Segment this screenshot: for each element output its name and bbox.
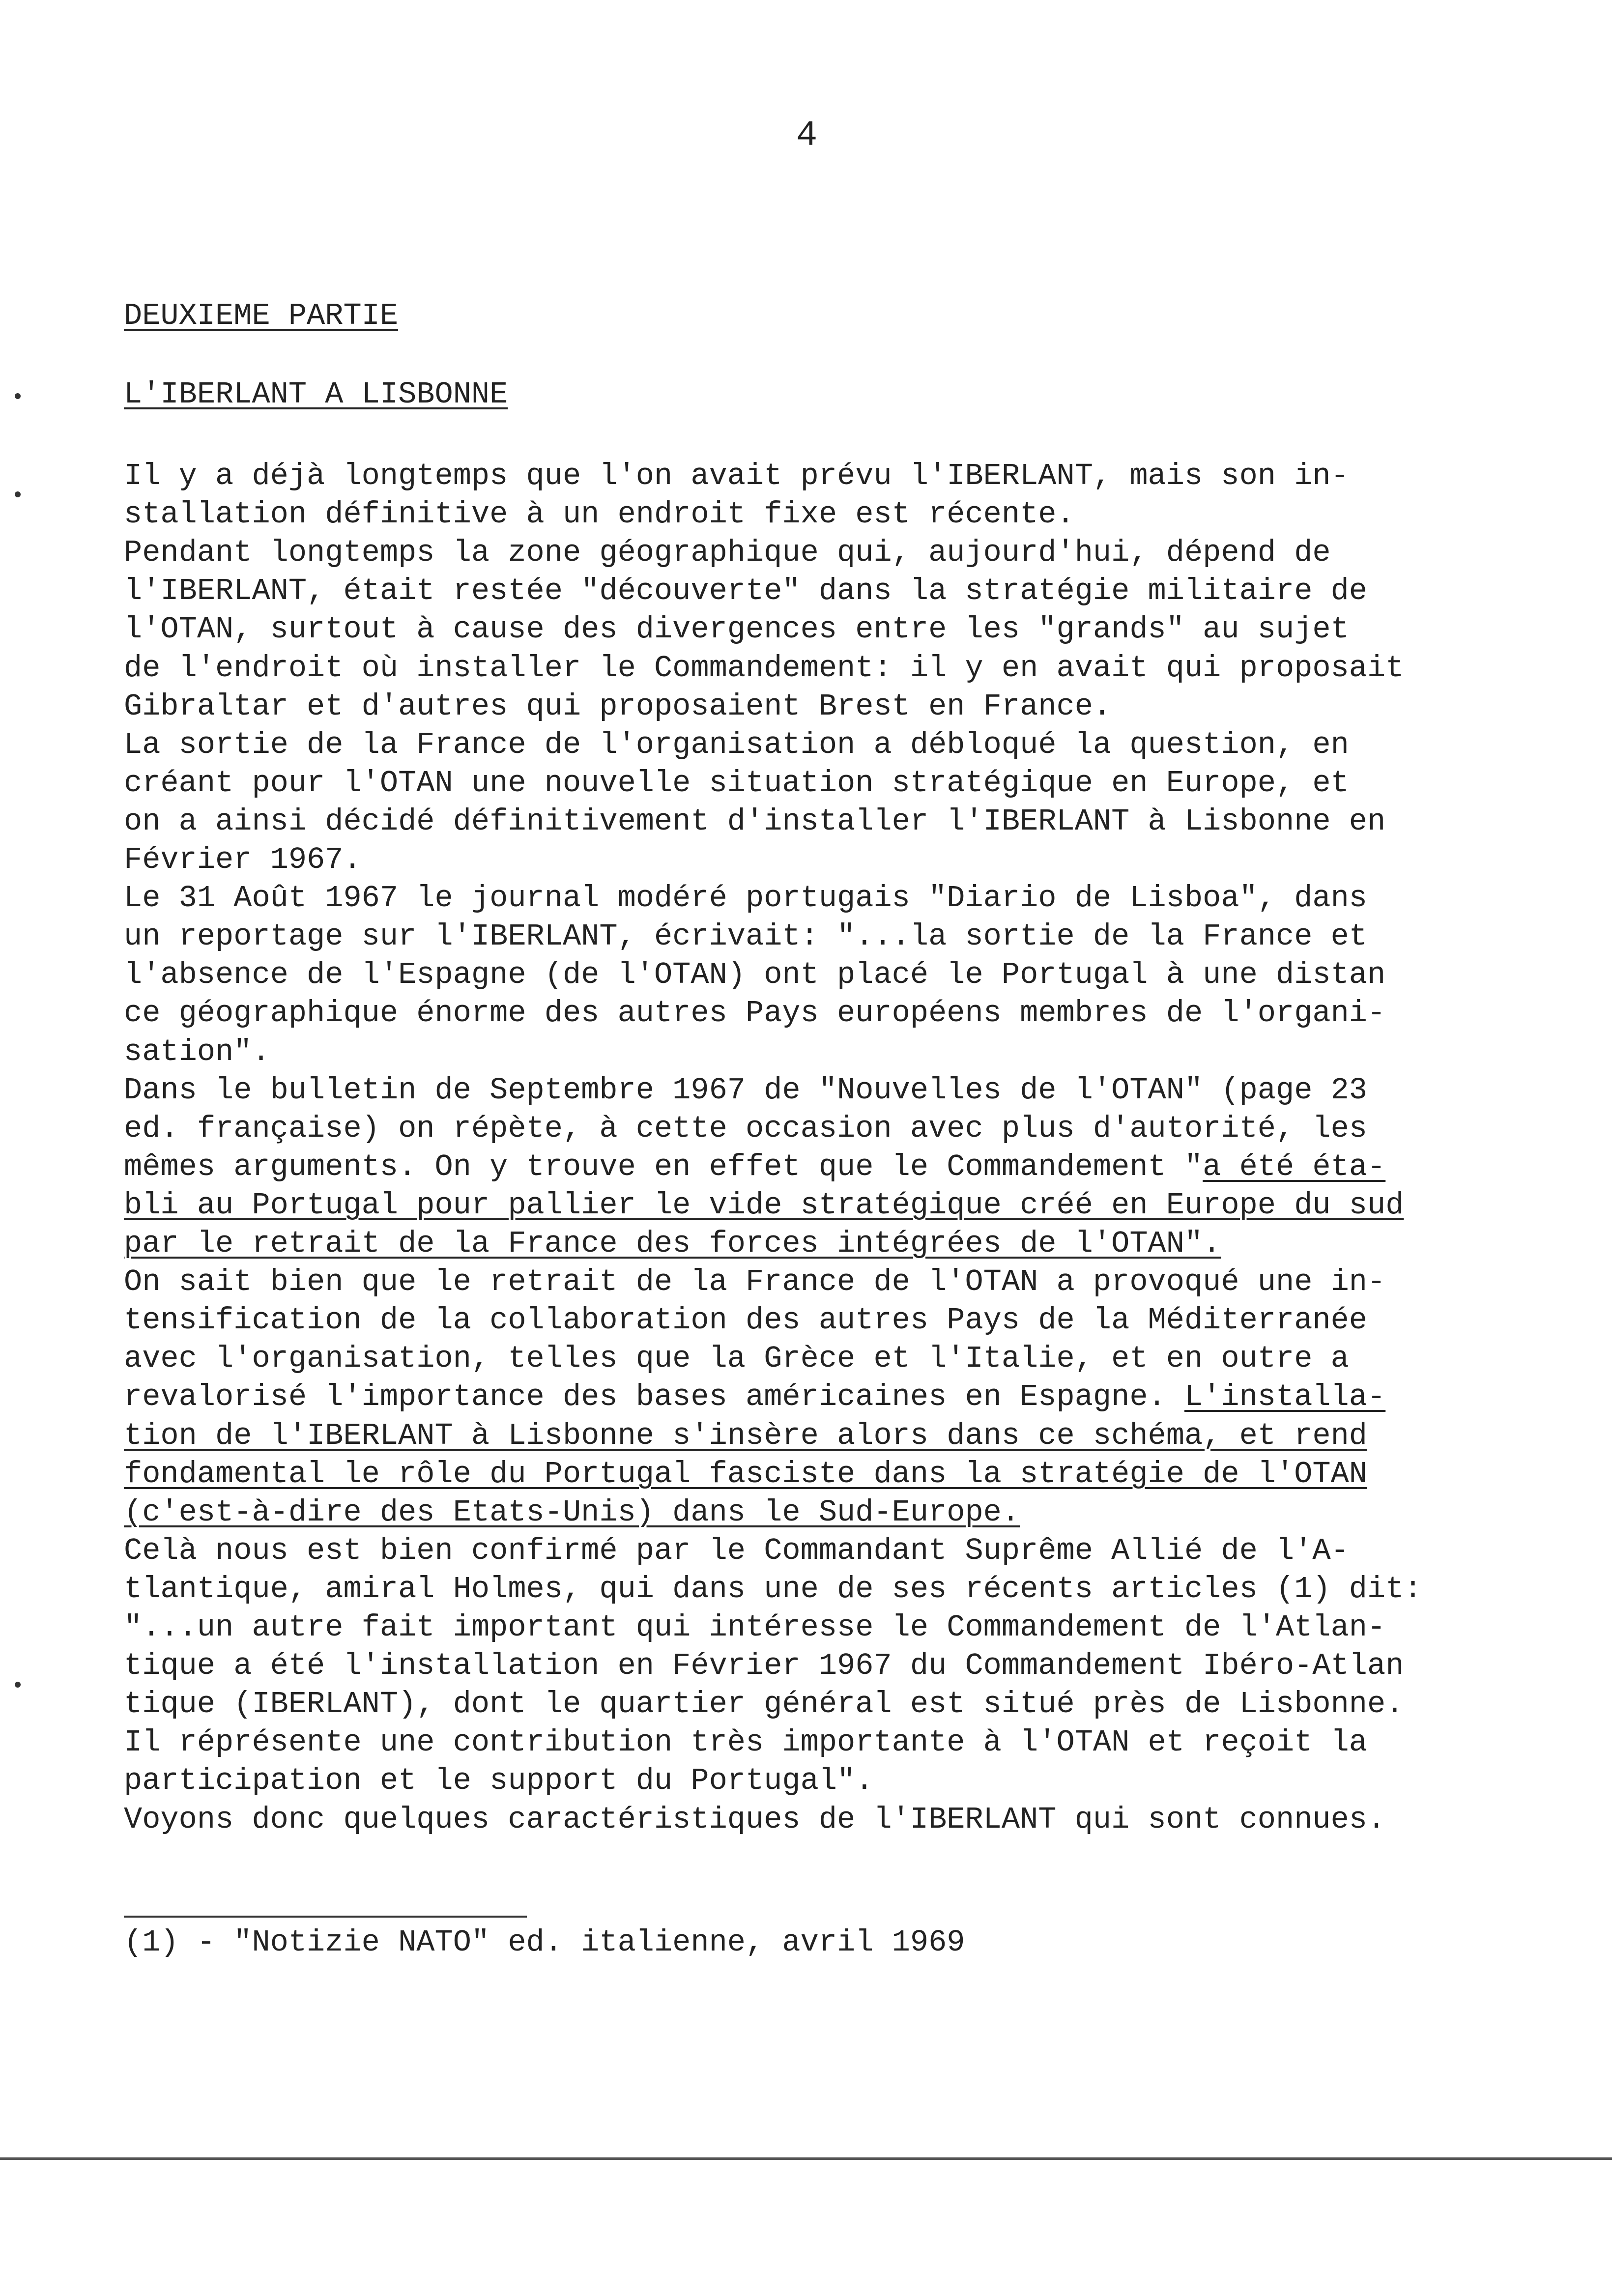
underlined-text: L'installa- [1184,1379,1386,1414]
text-segment: Celà nous est bien confirmé par le Commandant Suprême Allié de l'A- [124,1533,1349,1568]
text-line [124,727,1349,762]
text-line [124,1574,1422,1605]
text-segment: un reportage sur l'IBERLANT, écrivait: "...la sortie de la France et [124,919,1368,954]
text-line [124,1497,1020,1528]
text-line [124,1612,1385,1643]
text-segment: stallation définitive à un endroit fixe est récente. [124,497,1075,532]
text-line [124,653,1404,684]
text-segment: tique (IBERLANT), dont le quartier général est situé près de Lisbonne. [124,1687,1404,1722]
text-segment: On sait bien que le retrait de la France de l'OTAN a provoqué une in- [124,1264,1386,1299]
section-heading: DEUXIEME PARTIE [124,298,399,333]
text-segment: ed. française) on répète, à cette occasion avec plus d'autorité, les [124,1111,1368,1146]
text-segment: mêmes arguments. On y trouve en effet que le Commandement " [124,1149,1203,1184]
underlined-text: par le retrait de la France des forces intégrées de l'OTAN". [124,1226,1221,1261]
text-line [124,883,1367,914]
text-line [124,461,1349,491]
page-bottom-rule [0,2157,1612,2160]
text-line [124,1379,1386,1414]
text-segment: Il y a déjà longtemps que l'on avait prévu l'IBERLANT, mais son in- [124,459,1349,493]
underlined-text: bli au Portugal pour pallier le vide stratégique créé en Europe du sud [124,1188,1404,1223]
text-line [124,614,1349,645]
text-line [124,1264,1386,1299]
text-line [124,842,362,877]
footnote: (1) - "Notizie NATO" ed. italienne, avril 1969 [124,1925,965,1960]
text-line [124,998,1385,1029]
text-segment: La sortie de la France de l'organisation a débloqué la question, en [124,727,1349,762]
text-line [124,1533,1349,1568]
text-segment: de l'endroit où installer le Commandement: il y en avait qui proposait [124,651,1404,686]
text-segment: sation". [124,1034,270,1069]
text-line [124,1648,1404,1683]
margin-mark [15,491,21,497]
text-line [124,691,1111,722]
text-line [124,806,1385,837]
underlined-text: (c'est-à-dire des Etats-Unis) dans le Sud-Europe. [124,1495,1020,1530]
underlined-text: tion de l'IBERLANT à Lisbonne s'insère alors dans ce schéma, et rend [124,1418,1368,1453]
text-line [124,1341,1349,1376]
underlined-text: fondamental le rôle du Portugal fasciste dans la stratégie de l'OTAN [124,1457,1368,1492]
text-segment: Il réprésente une contribution très importante à l'OTAN et reçoit la [124,1725,1368,1760]
text-segment: Dans le bulletin de Septembre 1967 de "Nouvelles de l'OTAN" (page 23 [124,1073,1368,1108]
text-segment: Février 1967. [124,842,362,877]
text-line [124,1075,1367,1106]
text-line [124,576,1367,606]
text-segment: créant pour l'OTAN une nouvelle situation stratégique en Europe, et [124,766,1349,801]
text-line [124,499,1075,530]
text-segment: l'IBERLANT, était restée "découverte" dans la stratégie militaire de [124,574,1368,608]
text-segment: revalorisé l'importance des bases américaines en Espagne. [124,1379,1184,1414]
text-segment: ce géographique énorme des autres Pays européens membres de l'organi- [124,996,1386,1031]
page-number: 4 [796,115,818,156]
text-line [124,1226,1221,1261]
text-line [124,1305,1367,1336]
text-line [124,1802,1386,1837]
text-line [124,921,1367,952]
footnote-divider [124,1916,527,1918]
text-segment: tensification de la collaboration des autres Pays de la Méditerranée [124,1303,1368,1338]
text-segment: Pendant longtemps la zone géographique qui, aujourd'hui, dépend de [124,535,1331,570]
text-line [124,957,1386,992]
text-segment: l'OTAN, surtout à cause des divergences entre les "grands" au sujet [124,612,1349,647]
section-title: L'IBERLANT A LISBONNE [124,377,508,412]
underlined-text: a été éta- [1203,1149,1386,1184]
text-segment: tlantique, amiral Holmes, qui dans une de ses récents articles (1) dit: [124,1572,1422,1607]
text-line [124,535,1331,570]
text-segment: tique a été l'installation en Février 1967 du Commandement Ibéro-Atlan [124,1648,1404,1683]
text-segment: Voyons donc quelques caractéristiques de l'IBERLANT qui sont connues. [124,1802,1386,1837]
text-line [124,768,1349,799]
text-line [124,1418,1368,1453]
text-line [124,1190,1404,1221]
text-line [124,1111,1368,1146]
text-line [124,1034,270,1069]
text-line [124,1763,874,1798]
text-line [124,1459,1367,1490]
text-line [124,1149,1386,1184]
text-segment: avec l'organisation, telles que la Grèce et l'Italie, et en outre a [124,1341,1349,1376]
text-segment: on a ainsi décidé définitivement d'installer l'IBERLANT à Lisbonne en [124,804,1386,839]
text-segment: participation et le support du Portugal". [124,1763,874,1798]
text-segment: Gibraltar et d'autres qui proposaient Brest en France. [124,689,1112,724]
margin-mark [15,393,21,399]
text-segment: l'absence de l'Espagne (de l'OTAN) ont placé le Portugal à une distan [124,957,1386,992]
text-segment: Le 31 Août 1967 le journal modéré portugais "Diario de Lisboa", dans [124,881,1368,916]
margin-mark [15,1682,21,1688]
text-line [124,1689,1404,1720]
text-segment: "...un autre fait important qui intéresse le Commandement de l'Atlan- [124,1610,1386,1645]
text-line [124,1727,1367,1758]
